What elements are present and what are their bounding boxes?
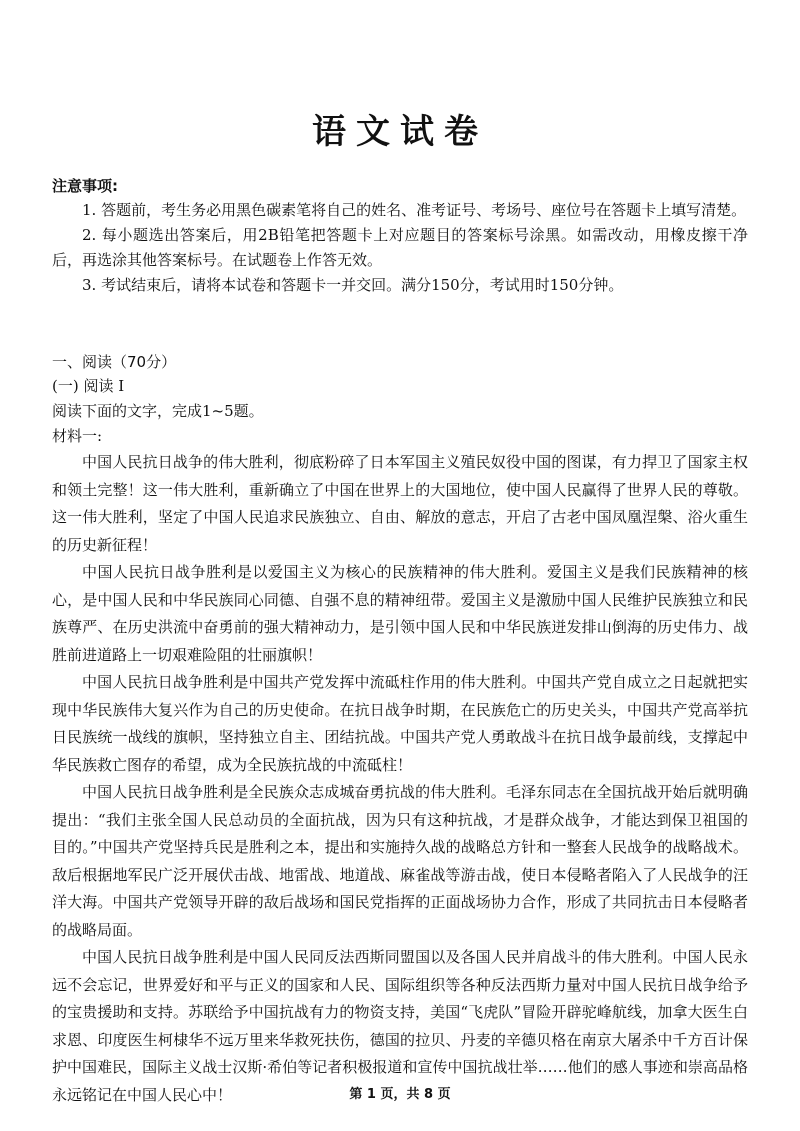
- passage-paragraph: 中国人民抗日战争的伟大胜利，彻底粉碎了日本军国主义殖民奴役中国的图谋，有力捍卫了国家主权和领土完整！这一伟大胜利，重新确立了中国在世界上的大国地位，使中国人民赢得了世界人民的尊敬。这一伟大胜利，坚定了中国人民追求民族独立、自由、解放的意志，开启了古老中国凤凰涅槃、浴火重生的历史新征程！: [52, 453, 748, 554]
- passage-paragraph: 中国人民抗日战争胜利是中国人民同反法西斯同盟国以及各国人民并肩战斗的伟大胜利。中国人民永远不会忘记，世界爱好和平与正义的国家和人民、国际组织等各种反法西斯力量对中国人民抗日战争给予的宝贵援助和支持。苏联给予中国抗战有力的物资支持，美国“飞虎队”冒险开辟驼峰航线，加拿大医生白求恩、印度医生柯棣华不远万里来华救死扶伤，德国的拉贝、丹麦的辛德贝格在南京大屠杀中千方百计保护中国难民，国际主义战士汉斯·希伯等记者积极报道和宣传中国抗战壮举……他们的感人事迹和崇高品格永远铭记在中国人民心中！: [52, 948, 748, 1104]
- notice-heading: 注意事项:: [52, 177, 118, 195]
- instruction-text: 阅读下面的文字，完成1~5题。: [52, 402, 264, 420]
- passage-paragraph: 中国人民抗日战争胜利是以爱国主义为核心的民族精神的伟大胜利。爱国主义是我们民族精神的核心，是中国人民和中华民族同心同德、自强不息的精神纽带。爱国主义是激励中国人民维护民族独立和民族尊严、在历史洪流中奋勇前的强大精神动力，是引领中国人民和中华民族迸发排山倒海的历史伟力、战胜前进道路上一切艰难险阻的壮丽旗帜！: [52, 563, 748, 664]
- notice-list: [52, 198, 748, 298]
- page-footer: 第 1 页，共 8 页: [349, 1087, 451, 1102]
- notice-item: 3. 考试结束后，请将本试卷和答题卡一并交回。满分150分，考试用时150分钟。: [82, 276, 624, 294]
- material-label: 材料一:: [52, 427, 103, 445]
- notice-item: 2. 每小题选出答案后，用2B铅笔把答题卡上对应题目的答案标号涂黑。如需改动，用橡皮擦干净后，再选涂其他答案标号。在试题卷上作答无效。: [52, 226, 748, 269]
- passage-paragraph: 中国人民抗日战争胜利是中国共产党发挥中流砥柱作用的伟大胜利。中国共产党自成立之日起就把实现中华民族伟大复兴作为自己的历史使命。在抗日战争时期，在民族危亡的历史关头，中国共产党高举抗日民族统一战线的旗帜，坚持独立自主、团结抗战。中国共产党人勇敢战斗在抗日战争最前线，支撑起中华民族救亡图存的希望，成为全民族抗战的中流砥柱！: [52, 673, 748, 774]
- notice-item: 1. 答题前，考生务必用黑色碳素笔将自己的姓名、准考证号、考场号、座位号在答题卡上填写清楚。: [82, 201, 747, 219]
- section-heading: 一、阅读（70分）: [52, 353, 177, 371]
- reading-passage: [52, 449, 748, 1109]
- subsection-heading: (一) 阅读 I: [52, 377, 125, 395]
- passage-paragraph: 中国人民抗日战争胜利是全民族众志成城奋勇抗战的伟大胜利。毛泽东同志在全国抗战开始后就明确提出：“我们主张全国人民总动员的全面抗战，因为只有这种抗战，才是群众战争，才能达到保卫祖国的目的。”中国共产党坚持兵民是胜利之本，提出和实施持久战的战略总方针和一整套人民战争的战略战术。敌后根据地军民广泛开展伏击战、地雷战、地道战、麻雀战等游击战，使日本侵略者陷入了人民战争的汪洋大海。中国共产党领导开辟的敌后战场和国民党指挥的正面战场协力合作，形成了共同抗击日本侵略者的战略局面。: [52, 783, 748, 939]
- page-title: 语文试卷: [312, 112, 488, 152]
